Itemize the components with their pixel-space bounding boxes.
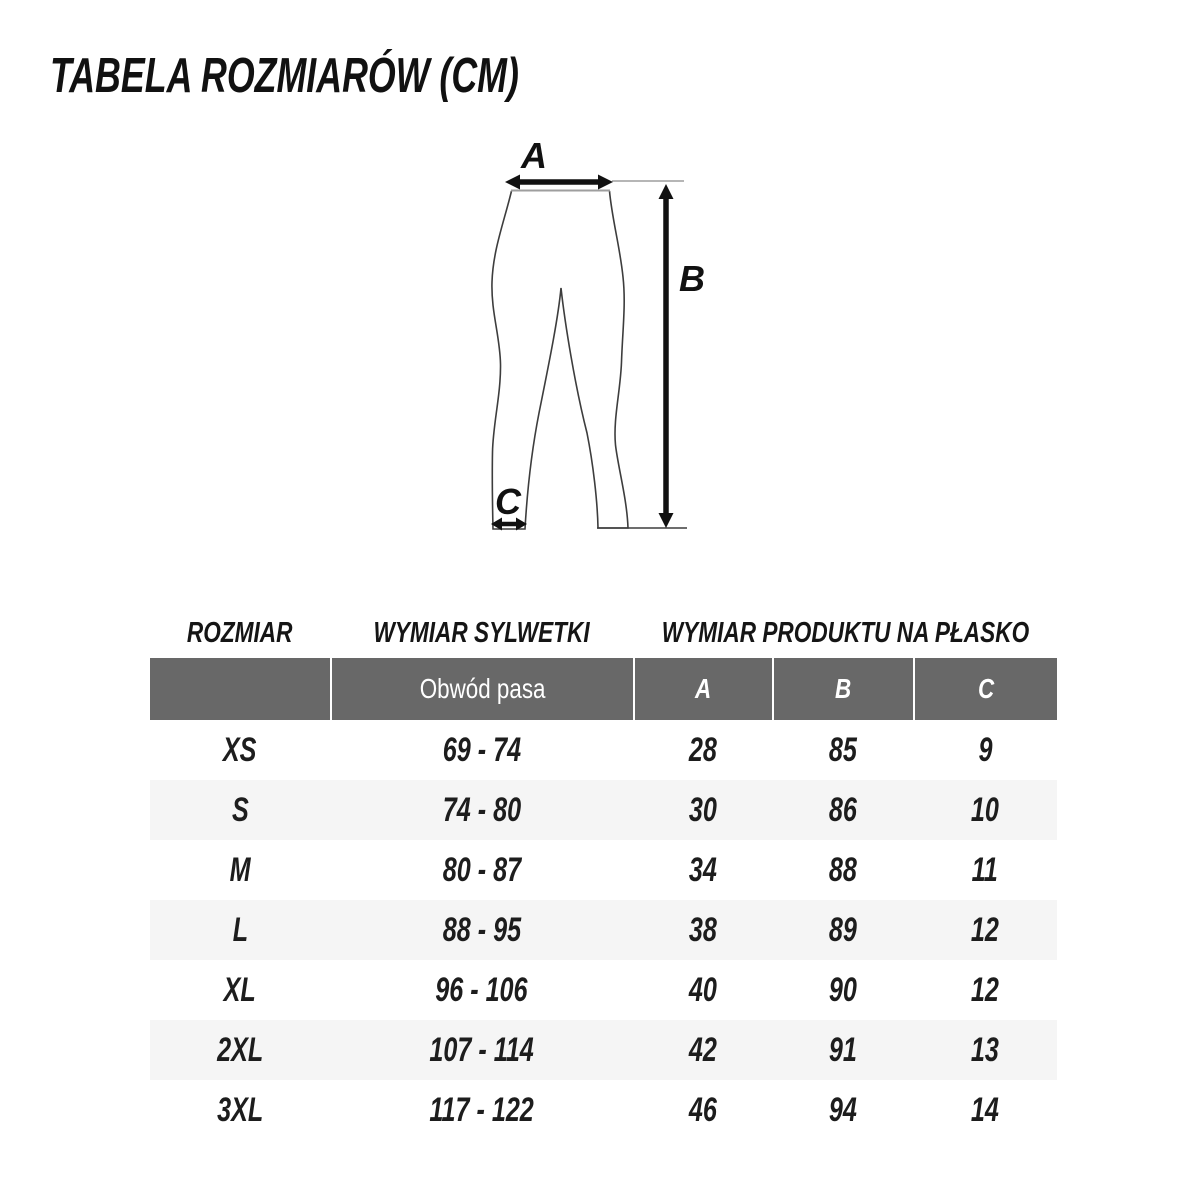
group-header-body-measure: WYMIAR SYLWETKI [373, 617, 590, 649]
dimension-label-a: A [521, 135, 547, 176]
b-cell: 85 [828, 730, 857, 769]
a-cell: 46 [688, 1090, 717, 1129]
dimension-label-b: B [679, 258, 705, 299]
b-cell: 88 [828, 850, 857, 889]
b-cell: 89 [828, 910, 857, 949]
waist-cell: 96 - 106 [435, 970, 528, 1009]
leggings-measurement-diagram [430, 120, 770, 570]
waist-cell: 88 - 95 [442, 910, 521, 949]
table-row [150, 720, 1057, 780]
header-cell-c: C [913, 658, 1057, 720]
size-cell: S [231, 790, 249, 829]
c-cell: 12 [970, 910, 999, 949]
table-row [150, 1020, 1057, 1080]
size-cell: 3XL [216, 1090, 264, 1129]
page-title-text: TABELA ROZMIARÓW (CM) [50, 49, 519, 103]
table-row [150, 900, 1057, 960]
c-cell: 10 [970, 790, 999, 829]
waist-cell: 69 - 74 [442, 730, 521, 769]
c-cell: 12 [970, 970, 999, 1009]
group-header-product-measure: WYMIAR PRODUKTU NA PŁASKO [661, 617, 1029, 649]
size-cell: M [229, 850, 251, 889]
size-cell: XL [223, 970, 257, 1009]
waist-cell: 117 - 122 [429, 1090, 534, 1129]
a-cell: 42 [688, 1030, 717, 1069]
table-row [150, 780, 1057, 840]
size-cell: 2XL [216, 1030, 264, 1069]
waist-cell: 74 - 80 [442, 790, 521, 829]
c-cell: 14 [970, 1090, 999, 1129]
page-title [50, 50, 692, 102]
table-row [150, 960, 1057, 1020]
table-group-headers [150, 612, 1057, 658]
a-cell: 28 [688, 730, 717, 769]
size-cell: XS [223, 730, 257, 769]
b-cell: 90 [828, 970, 857, 1009]
header-cell-a: A [633, 658, 772, 720]
size-cell: L [232, 910, 248, 949]
c-cell: 13 [970, 1030, 999, 1069]
a-cell: 38 [688, 910, 717, 949]
dimension-arrow-b [659, 184, 674, 528]
a-cell: 40 [688, 970, 717, 1009]
table-header-bar [150, 658, 1057, 720]
group-header-size: ROZMIAR [187, 617, 293, 649]
waist-cell: 107 - 114 [429, 1030, 534, 1069]
dimension-label-c: C [495, 481, 521, 522]
header-cell-waist: Obwód pasa [330, 658, 633, 720]
b-cell: 91 [828, 1030, 857, 1069]
c-cell: 11 [971, 850, 999, 889]
c-cell: 9 [977, 730, 992, 769]
a-cell: 30 [688, 790, 717, 829]
b-cell: 94 [828, 1090, 857, 1129]
dimension-arrow-a [505, 175, 613, 190]
table-row [150, 840, 1057, 900]
table-row [150, 1080, 1057, 1140]
header-cell-empty [150, 658, 330, 720]
size-table [150, 612, 1057, 1140]
b-cell: 86 [828, 790, 857, 829]
waist-cell: 80 - 87 [442, 850, 521, 889]
a-cell: 34 [688, 850, 717, 889]
header-cell-b: B [772, 658, 913, 720]
leggings-outline [492, 191, 628, 529]
